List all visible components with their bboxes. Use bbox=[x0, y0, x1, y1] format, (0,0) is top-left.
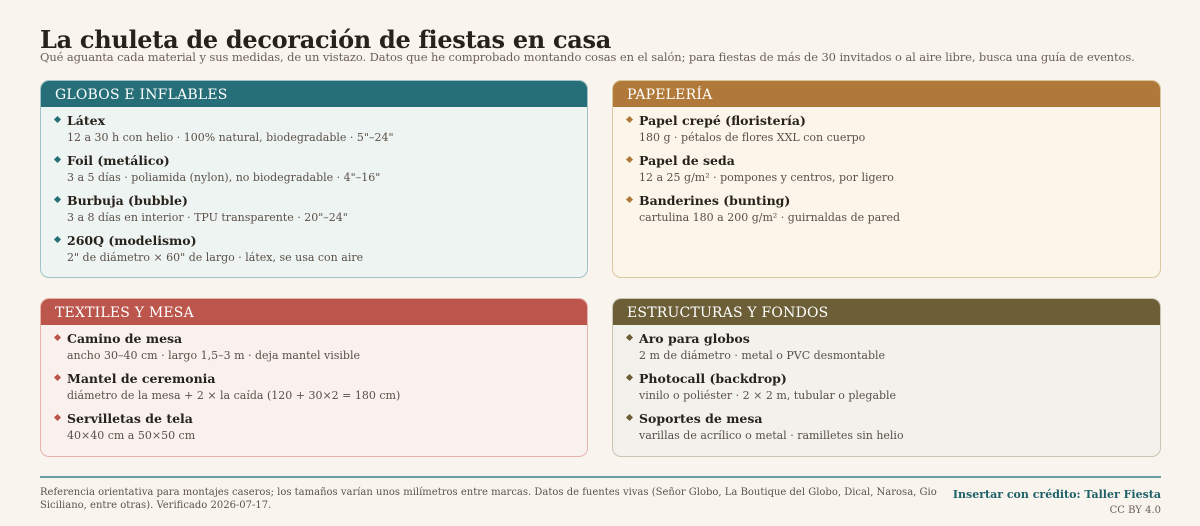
list-item-aro-globos bbox=[626, 331, 1146, 371]
section-estructuras-title: ESTRUCTURAS Y FONDOS bbox=[613, 299, 1160, 325]
item-name: 260Q (modelismo) bbox=[67, 233, 197, 248]
diamond-bullet-icon bbox=[626, 196, 633, 203]
list-item-camino-mesa bbox=[54, 331, 573, 371]
page-subtitle: Qué aguanta cada material y sus medidas, de un vistazo. Datos que he comprobado montando cosas en el salón; para fiestas de más de 30 invitados o al aire libre, busca una guía de eventos. bbox=[40, 50, 1135, 64]
item-description: 3 a 8 días en interior · TPU transparente · 20"–24" bbox=[67, 211, 348, 224]
item-description: cartulina 180 a 200 g/m² · guirnaldas de pared bbox=[639, 211, 901, 224]
diamond-bullet-icon bbox=[626, 334, 633, 341]
diamond-bullet-icon bbox=[54, 156, 61, 163]
diamond-bullet-icon bbox=[54, 196, 61, 203]
item-name: Aro para globos bbox=[639, 331, 750, 346]
footer-note: Referencia orientativa para montajes caseros; los tamaños varían unos milímetros entre marcas. Datos de fuentes vivas (Señor Globo, La Boutique del Globo, Dical, Narosa, Gio Siciliano, entre otras). Verificado 2026-07-17. bbox=[40, 487, 937, 511]
diamond-bullet-icon bbox=[54, 334, 61, 341]
item-name: Papel de seda bbox=[639, 153, 735, 168]
section-estructuras-list bbox=[613, 325, 1160, 451]
diamond-bullet-icon bbox=[54, 116, 61, 123]
item-description: ancho 30–40 cm · largo 1,5–3 m · deja mantel visible bbox=[67, 349, 360, 362]
section-globos-title: GLOBOS E INFLABLES bbox=[41, 81, 587, 107]
list-item-banderines bbox=[626, 193, 1146, 233]
diamond-bullet-icon bbox=[54, 374, 61, 381]
section-papeleria-title: PAPELERÍA bbox=[613, 81, 1160, 107]
section-estructuras-card bbox=[612, 298, 1161, 457]
page-title: La chuleta de decoración de fiestas en casa bbox=[40, 25, 612, 54]
list-item-photocall bbox=[626, 371, 1146, 411]
item-name: Látex bbox=[67, 113, 106, 128]
item-name: Camino de mesa bbox=[67, 331, 183, 346]
item-description: 2" de diámetro × 60" de largo · látex, se usa con aire bbox=[67, 251, 364, 264]
item-description: vinilo o poliéster · 2 × 2 m, tubular o plegable bbox=[639, 389, 897, 402]
section-textiles-title: TEXTILES Y MESA bbox=[41, 299, 587, 325]
footer-divider bbox=[40, 476, 1161, 478]
section-textiles-card bbox=[40, 298, 588, 457]
item-description: varillas de acrílico o metal · ramilletes sin helio bbox=[639, 429, 904, 442]
section-papeleria-list bbox=[613, 107, 1160, 233]
item-name: Banderines (bunting) bbox=[639, 193, 791, 208]
item-name: Burbuja (bubble) bbox=[67, 193, 188, 208]
list-item-papel-crepe bbox=[626, 113, 1146, 153]
diamond-bullet-icon bbox=[626, 116, 633, 123]
list-item-mantel bbox=[54, 371, 573, 411]
item-name: Papel crepé (floristería) bbox=[639, 113, 806, 128]
list-item-servilletas bbox=[54, 411, 573, 451]
section-textiles-list bbox=[41, 325, 587, 451]
item-description: 40×40 cm a 50×50 cm bbox=[67, 429, 196, 442]
item-name: Servilletas de tela bbox=[67, 411, 193, 426]
item-description: 2 m de diámetro · metal o PVC desmontable bbox=[639, 349, 886, 362]
item-description: diámetro de la mesa + 2 × la caída (120 + 30×2 = 180 cm) bbox=[67, 389, 401, 402]
section-papeleria-card bbox=[612, 80, 1161, 278]
diamond-bullet-icon bbox=[626, 374, 633, 381]
license-badge: CC BY 4.0 bbox=[1109, 505, 1161, 516]
diamond-bullet-icon bbox=[626, 414, 633, 421]
list-item-soportes bbox=[626, 411, 1146, 451]
diamond-bullet-icon bbox=[54, 414, 61, 421]
diamond-bullet-icon bbox=[54, 236, 61, 243]
list-item-foil bbox=[54, 153, 573, 193]
item-name: Mantel de ceremonia bbox=[67, 371, 216, 386]
section-globos-card bbox=[40, 80, 588, 278]
section-globos-list bbox=[41, 107, 587, 273]
credit-text: Insertar con crédito: Taller Fiesta bbox=[952, 488, 1161, 501]
diamond-bullet-icon bbox=[626, 156, 633, 163]
list-item-260q bbox=[54, 233, 573, 273]
list-item-burbuja bbox=[54, 193, 573, 233]
item-description: 180 g · pétalos de flores XXL con cuerpo bbox=[639, 131, 866, 144]
list-item-papel-seda bbox=[626, 153, 1146, 193]
item-description: 3 a 5 días · poliamida (nylon), no biodegradable · 4"–16" bbox=[67, 171, 381, 184]
item-description: 12 a 30 h con helio · 100% natural, biodegradable · 5"–24" bbox=[67, 131, 394, 144]
list-item-latex bbox=[54, 113, 573, 153]
item-name: Soportes de mesa bbox=[639, 411, 763, 426]
item-name: Foil (metálico) bbox=[67, 153, 170, 168]
item-description: 12 a 25 g/m² · pompones y centros, por ligero bbox=[639, 171, 894, 184]
item-name: Photocall (backdrop) bbox=[639, 371, 787, 386]
